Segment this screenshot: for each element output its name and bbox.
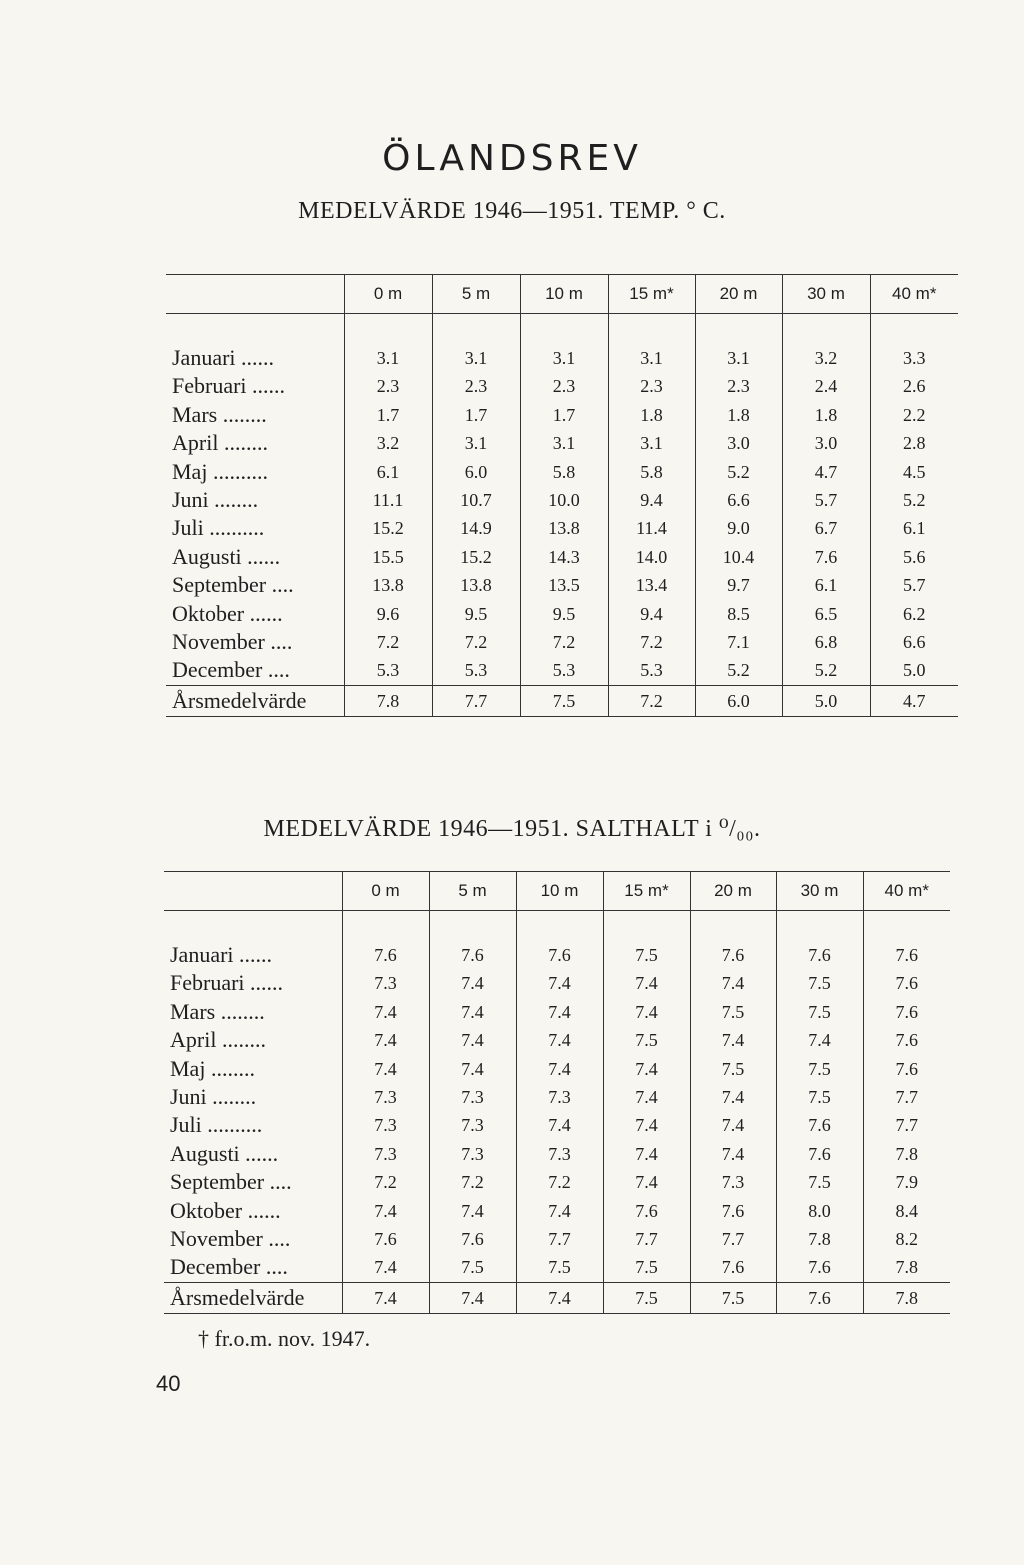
value-cell: 1.7 <box>344 401 432 429</box>
table-row <box>166 600 958 628</box>
value-cell: 2.6 <box>870 372 958 400</box>
value-cell: 3.2 <box>782 344 870 372</box>
value-cell: 3.1 <box>608 429 695 457</box>
month-label: December .... <box>170 1254 288 1280</box>
value-cell: 7.6 <box>603 1197 690 1225</box>
table-row <box>166 401 958 429</box>
value-cell: 7.4 <box>603 1140 690 1168</box>
column-header: 5 m <box>432 275 520 314</box>
value-cell: 7.5 <box>516 1253 603 1282</box>
value-cell: 3.1 <box>344 344 432 372</box>
salinity-table-header <box>164 872 950 911</box>
spacer-row <box>166 314 958 345</box>
month-label: Maj .......... <box>172 458 268 484</box>
value-cell: 14.3 <box>520 543 608 571</box>
value-cell: 9.4 <box>608 486 695 514</box>
value-cell: 5.0 <box>870 656 958 685</box>
table-row <box>166 372 958 400</box>
value-cell: 7.3 <box>342 969 429 997</box>
value-cell: 7.4 <box>429 998 516 1026</box>
value-cell: 3.1 <box>432 344 520 372</box>
annual-mean-value: 7.2 <box>608 685 695 716</box>
annual-mean-row <box>166 685 958 716</box>
spacer-cell <box>782 314 870 345</box>
value-cell: 3.1 <box>432 429 520 457</box>
table-row <box>166 486 958 514</box>
spacer-cell <box>342 911 429 942</box>
table-row <box>166 429 958 457</box>
value-cell: 6.5 <box>782 600 870 628</box>
table-row <box>164 941 950 969</box>
month-label: November .... <box>170 1226 291 1252</box>
spacer-cell <box>164 911 342 942</box>
value-cell: 5.7 <box>782 486 870 514</box>
value-cell: 7.4 <box>342 1026 429 1054</box>
table-row <box>164 1253 950 1282</box>
value-cell: 3.0 <box>782 429 870 457</box>
month-label: Juli .......... <box>170 1112 263 1138</box>
spacer-cell <box>520 314 608 345</box>
spacer-cell <box>690 911 776 942</box>
value-cell: 1.8 <box>782 401 870 429</box>
value-cell: 7.6 <box>776 1253 863 1282</box>
value-cell: 1.8 <box>608 401 695 429</box>
spacer-cell <box>432 314 520 345</box>
value-cell: 6.7 <box>782 514 870 542</box>
temperature-table-header <box>166 275 958 314</box>
annual-mean-value: 7.7 <box>432 685 520 716</box>
value-cell: 11.4 <box>608 514 695 542</box>
value-cell: 7.4 <box>516 998 603 1026</box>
value-cell: 7.6 <box>863 998 950 1026</box>
value-cell: 6.2 <box>870 600 958 628</box>
value-cell: 7.9 <box>863 1168 950 1196</box>
value-cell: 14.9 <box>432 514 520 542</box>
value-cell: 5.8 <box>608 458 695 486</box>
column-header: 5 m <box>429 872 516 911</box>
month-label: Juli .......... <box>172 515 265 541</box>
value-cell: 2.8 <box>870 429 958 457</box>
annual-mean-value: 6.0 <box>695 685 782 716</box>
value-cell: 2.3 <box>695 372 782 400</box>
value-cell: 11.1 <box>344 486 432 514</box>
value-cell: 9.6 <box>344 600 432 628</box>
annual-mean-label: Årsmedelvärde <box>166 685 344 716</box>
month-label: Juni ........ <box>172 487 259 513</box>
value-cell: 7.6 <box>690 1197 776 1225</box>
value-cell: 2.3 <box>432 372 520 400</box>
value-cell: 5.2 <box>695 458 782 486</box>
month-label: Oktober ...... <box>172 600 283 626</box>
page-title: ÖLANDSREV <box>382 138 642 179</box>
value-cell: 2.3 <box>344 372 432 400</box>
value-cell: 7.5 <box>690 998 776 1026</box>
value-cell: 3.0 <box>695 429 782 457</box>
month-label: Februari ...... <box>172 373 286 399</box>
value-cell: 7.4 <box>516 1055 603 1083</box>
footnote: † fr.o.m. nov. 1947. <box>198 1326 371 1351</box>
value-cell: 3.1 <box>520 344 608 372</box>
value-cell: 7.6 <box>863 941 950 969</box>
value-cell: 15.2 <box>344 514 432 542</box>
value-cell: 7.7 <box>863 1083 950 1111</box>
value-cell: 7.6 <box>776 1111 863 1139</box>
month-label: Januari ...... <box>170 942 273 967</box>
value-cell: 7.5 <box>429 1253 516 1282</box>
value-cell: 7.7 <box>863 1111 950 1139</box>
value-cell: 6.1 <box>870 514 958 542</box>
table-row <box>164 1197 950 1225</box>
value-cell: 15.5 <box>344 543 432 571</box>
value-cell: 7.3 <box>429 1140 516 1168</box>
value-cell: 9.4 <box>608 600 695 628</box>
column-header: 30 m <box>776 872 863 911</box>
value-cell: 1.7 <box>432 401 520 429</box>
value-cell: 2.3 <box>608 372 695 400</box>
value-cell: 10.0 <box>520 486 608 514</box>
annual-mean-value: 5.0 <box>782 685 870 716</box>
value-cell: 7.8 <box>863 1140 950 1168</box>
value-cell: 7.4 <box>776 1026 863 1054</box>
value-cell: 7.3 <box>690 1168 776 1196</box>
spacer-cell <box>608 314 695 345</box>
annual-mean-value: 7.4 <box>429 1282 516 1313</box>
value-cell: 7.6 <box>690 1253 776 1282</box>
value-cell: 2.3 <box>520 372 608 400</box>
value-cell: 7.6 <box>429 941 516 969</box>
value-cell: 8.4 <box>863 1197 950 1225</box>
value-cell: 8.0 <box>776 1197 863 1225</box>
table-row <box>164 969 950 997</box>
column-header: 15 m* <box>608 275 695 314</box>
value-cell: 7.4 <box>429 1026 516 1054</box>
spacer-cell <box>603 911 690 942</box>
value-cell: 5.2 <box>695 656 782 685</box>
temperature-table <box>166 274 958 717</box>
spacer-cell <box>695 314 782 345</box>
value-cell: 7.4 <box>342 1253 429 1282</box>
value-cell: 6.0 <box>432 458 520 486</box>
value-cell: 2.4 <box>782 372 870 400</box>
value-cell: 9.5 <box>520 600 608 628</box>
month-label: Mars ........ <box>172 401 267 427</box>
column-header: 20 m <box>695 275 782 314</box>
salinity-table-body <box>164 911 950 1314</box>
value-cell: 5.2 <box>782 656 870 685</box>
value-cell: 7.4 <box>429 1197 516 1225</box>
spacer-cell <box>429 911 516 942</box>
value-cell: 7.3 <box>429 1111 516 1139</box>
value-cell: 7.3 <box>516 1140 603 1168</box>
value-cell: 9.5 <box>432 600 520 628</box>
value-cell: 7.4 <box>690 1140 776 1168</box>
value-cell: 7.2 <box>432 628 520 656</box>
value-cell: 5.8 <box>520 458 608 486</box>
value-cell: 7.6 <box>429 1225 516 1253</box>
value-cell: 13.8 <box>344 571 432 599</box>
value-cell: 7.4 <box>603 969 690 997</box>
annual-mean-value: 7.4 <box>342 1282 429 1313</box>
month-label: Augusti ...... <box>170 1140 279 1166</box>
value-cell: 7.4 <box>603 998 690 1026</box>
value-cell: 1.7 <box>520 401 608 429</box>
value-cell: 7.4 <box>342 998 429 1026</box>
annual-mean-value: 7.8 <box>863 1282 950 1313</box>
header-corner <box>166 275 344 314</box>
value-cell: 7.3 <box>342 1111 429 1139</box>
value-cell: 3.2 <box>344 429 432 457</box>
value-cell: 7.5 <box>603 1026 690 1054</box>
value-cell: 7.4 <box>342 1197 429 1225</box>
table-row <box>166 571 958 599</box>
value-cell: 7.4 <box>603 1111 690 1139</box>
value-cell: 7.6 <box>776 1140 863 1168</box>
value-cell: 5.2 <box>870 486 958 514</box>
value-cell: 7.1 <box>695 628 782 656</box>
salinity-table-caption: MEDELVÄRDE 1946—1951. SALTHALT i ⁰/₀₀. <box>263 816 761 842</box>
value-cell: 9.0 <box>695 514 782 542</box>
value-cell: 7.6 <box>863 1026 950 1054</box>
value-cell: 7.4 <box>516 969 603 997</box>
value-cell: 7.6 <box>690 941 776 969</box>
value-cell: 5.6 <box>870 543 958 571</box>
salinity-table <box>164 871 950 1314</box>
table-row <box>166 514 958 542</box>
value-cell: 7.5 <box>776 1168 863 1196</box>
value-cell: 7.6 <box>776 941 863 969</box>
value-cell: 2.2 <box>870 401 958 429</box>
value-cell: 7.7 <box>516 1225 603 1253</box>
table-row <box>164 1225 950 1253</box>
value-cell: 7.2 <box>344 628 432 656</box>
value-cell: 7.7 <box>690 1225 776 1253</box>
table-row <box>164 1140 950 1168</box>
value-cell: 5.3 <box>520 656 608 685</box>
value-cell: 7.2 <box>608 628 695 656</box>
value-cell: 7.8 <box>776 1225 863 1253</box>
value-cell: 7.5 <box>776 998 863 1026</box>
value-cell: 7.5 <box>776 1055 863 1083</box>
column-header: 10 m <box>516 872 603 911</box>
month-label: Januari ...... <box>172 345 275 370</box>
value-cell: 7.5 <box>603 1253 690 1282</box>
value-cell: 3.1 <box>695 344 782 372</box>
column-header: 10 m <box>520 275 608 314</box>
value-cell: 7.4 <box>516 1197 603 1225</box>
month-label: September .... <box>172 572 294 598</box>
value-cell: 7.7 <box>603 1225 690 1253</box>
value-cell: 5.3 <box>432 656 520 685</box>
value-cell: 5.3 <box>344 656 432 685</box>
spacer-cell <box>516 911 603 942</box>
value-cell: 7.4 <box>603 1168 690 1196</box>
value-cell: 1.8 <box>695 401 782 429</box>
value-cell: 7.6 <box>782 543 870 571</box>
table-row <box>164 1083 950 1111</box>
value-cell: 7.5 <box>776 969 863 997</box>
value-cell: 14.0 <box>608 543 695 571</box>
table-row <box>164 1026 950 1054</box>
value-cell: 7.5 <box>690 1055 776 1083</box>
value-cell: 7.3 <box>429 1083 516 1111</box>
value-cell: 6.1 <box>344 458 432 486</box>
value-cell: 8.5 <box>695 600 782 628</box>
value-cell: 7.3 <box>342 1083 429 1111</box>
value-cell: 3.1 <box>520 429 608 457</box>
column-header: 0 m <box>344 275 432 314</box>
value-cell: 5.3 <box>608 656 695 685</box>
value-cell: 10.7 <box>432 486 520 514</box>
value-cell: 7.4 <box>690 1083 776 1111</box>
spacer-cell <box>776 911 863 942</box>
value-cell: 7.4 <box>690 1111 776 1139</box>
temperature-table-caption: MEDELVÄRDE 1946—1951. TEMP. ° C. <box>298 198 726 224</box>
value-cell: 7.2 <box>429 1168 516 1196</box>
value-cell: 3.3 <box>870 344 958 372</box>
value-cell: 7.4 <box>516 1026 603 1054</box>
month-label: September .... <box>170 1169 292 1195</box>
value-cell: 4.7 <box>782 458 870 486</box>
spacer-cell <box>863 911 950 942</box>
annual-mean-value: 7.8 <box>344 685 432 716</box>
month-label: April ........ <box>170 1027 266 1053</box>
spacer-row <box>164 911 950 942</box>
column-header: 40 m* <box>870 275 958 314</box>
value-cell: 7.4 <box>342 1055 429 1083</box>
table-row <box>164 1168 950 1196</box>
value-cell: 7.4 <box>690 969 776 997</box>
value-cell: 7.5 <box>776 1083 863 1111</box>
annual-mean-value: 7.6 <box>776 1282 863 1313</box>
value-cell: 7.3 <box>516 1083 603 1111</box>
value-cell: 7.4 <box>603 1055 690 1083</box>
month-label: December .... <box>172 657 290 683</box>
page-number: 40 <box>156 1371 181 1396</box>
value-cell: 7.6 <box>342 941 429 969</box>
annual-mean-label: Årsmedelvärde <box>164 1282 342 1313</box>
value-cell: 13.8 <box>432 571 520 599</box>
value-cell: 7.4 <box>516 1111 603 1139</box>
table-row <box>164 1055 950 1083</box>
value-cell: 6.6 <box>695 486 782 514</box>
value-cell: 7.4 <box>603 1083 690 1111</box>
value-cell: 6.1 <box>782 571 870 599</box>
value-cell: 7.4 <box>429 1055 516 1083</box>
value-cell: 7.6 <box>863 1055 950 1083</box>
value-cell: 10.4 <box>695 543 782 571</box>
column-header: 15 m* <box>603 872 690 911</box>
value-cell: 13.4 <box>608 571 695 599</box>
value-cell: 7.3 <box>342 1140 429 1168</box>
table-row <box>166 656 958 685</box>
value-cell: 7.2 <box>516 1168 603 1196</box>
header-corner <box>164 872 342 911</box>
temperature-table-body <box>166 314 958 717</box>
value-cell: 13.5 <box>520 571 608 599</box>
month-label: Maj ........ <box>170 1055 255 1081</box>
value-cell: 15.2 <box>432 543 520 571</box>
table-row <box>166 628 958 656</box>
value-cell: 7.5 <box>603 941 690 969</box>
value-cell: 6.6 <box>870 628 958 656</box>
month-label: April ........ <box>172 430 268 456</box>
value-cell: 9.7 <box>695 571 782 599</box>
value-cell: 8.2 <box>863 1225 950 1253</box>
value-cell: 6.8 <box>782 628 870 656</box>
month-label: Augusti ...... <box>172 543 281 569</box>
column-header: 30 m <box>782 275 870 314</box>
annual-mean-value: 4.7 <box>870 685 958 716</box>
column-header: 20 m <box>690 872 776 911</box>
spacer-cell <box>344 314 432 345</box>
value-cell: 7.4 <box>429 969 516 997</box>
value-cell: 13.8 <box>520 514 608 542</box>
table-row <box>166 543 958 571</box>
annual-mean-value: 7.5 <box>603 1282 690 1313</box>
value-cell: 7.6 <box>516 941 603 969</box>
annual-mean-row <box>164 1282 950 1313</box>
value-cell: 7.6 <box>863 969 950 997</box>
column-header: 40 m* <box>863 872 950 911</box>
month-label: Oktober ...... <box>170 1197 281 1223</box>
spacer-cell <box>166 314 344 345</box>
value-cell: 7.2 <box>520 628 608 656</box>
month-label: Februari ...... <box>170 970 284 996</box>
value-cell: 7.6 <box>342 1225 429 1253</box>
annual-mean-value: 7.4 <box>516 1282 603 1313</box>
spacer-cell <box>870 314 958 345</box>
table-row <box>166 458 958 486</box>
value-cell: 7.2 <box>342 1168 429 1196</box>
table-row <box>166 344 958 372</box>
month-label: November .... <box>172 629 293 655</box>
value-cell: 7.4 <box>690 1026 776 1054</box>
annual-mean-value: 7.5 <box>690 1282 776 1313</box>
column-header: 0 m <box>342 872 429 911</box>
month-label: Mars ........ <box>170 998 265 1024</box>
annual-mean-value: 7.5 <box>520 685 608 716</box>
value-cell: 4.5 <box>870 458 958 486</box>
month-label: Juni ........ <box>170 1084 257 1110</box>
value-cell: 3.1 <box>608 344 695 372</box>
value-cell: 7.8 <box>863 1253 950 1282</box>
table-row <box>164 1111 950 1139</box>
value-cell: 5.7 <box>870 571 958 599</box>
table-row <box>164 998 950 1026</box>
